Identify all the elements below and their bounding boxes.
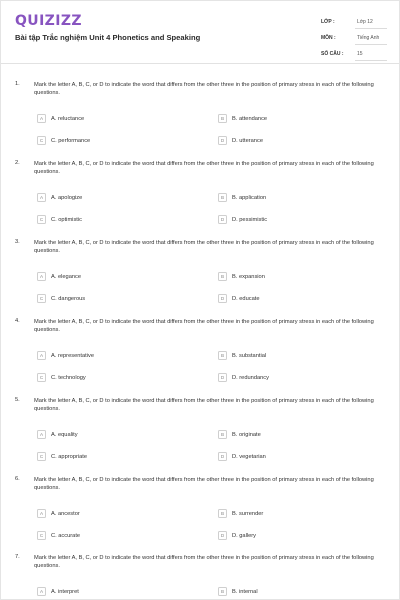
question-3 <box>1 239 400 311</box>
option-badge: B <box>218 114 227 123</box>
option-text: B. substantial <box>232 352 267 359</box>
option-badge: C <box>37 531 46 540</box>
option-badge: B <box>218 351 227 360</box>
option-text: B. application <box>232 194 267 201</box>
option-badge: A <box>37 351 46 360</box>
option-text: A. elegance <box>51 273 82 280</box>
option-text: A. apologize <box>51 194 83 201</box>
meta-class <box>321 15 387 29</box>
option-text: C. technology <box>51 374 86 381</box>
question-stem: Mark the letter A, B, C, or D to indicate the word that differs from the other three in the position of primary stress in each of the following questions. <box>34 555 374 570</box>
question-number: 3. <box>15 239 20 245</box>
option-text: D. vegetarian <box>232 453 266 460</box>
option-badge: A <box>37 509 46 518</box>
option-text: D. educate <box>232 295 260 302</box>
option-text: A. equality <box>51 431 78 438</box>
header-divider <box>1 63 399 64</box>
option-badge: A <box>37 114 46 123</box>
option-text: C. accurate <box>51 532 81 539</box>
option-badge: A <box>37 193 46 202</box>
option-text: B. attendance <box>232 115 268 122</box>
meta-subject-label: MÔN : <box>321 35 336 41</box>
option-text: B. internal <box>232 588 258 595</box>
meta-question-count <box>321 47 387 61</box>
option-text: D. pessimistic <box>232 216 268 223</box>
option-badge: C <box>37 373 46 382</box>
option-text: C. dangerous <box>51 295 86 302</box>
question-1 <box>1 81 400 153</box>
option-badge: C <box>37 136 46 145</box>
option-badge: D <box>218 136 227 145</box>
option-badge: D <box>218 215 227 224</box>
option-badge: C <box>37 294 46 303</box>
worksheet-title: Bài tập Trắc nghiệm Unit 4 Phonetics and Speaking <box>15 33 201 42</box>
option-badge: B <box>218 272 227 281</box>
question-6 <box>1 476 400 548</box>
option-text: C. appropriate <box>51 453 88 460</box>
meta-class-value: Lớp 12 <box>357 19 373 25</box>
option-badge: B <box>218 430 227 439</box>
question-stem: Mark the letter A, B, C, or D to indicate the word that differs from the other three in the position of primary stress in each of the following questions. <box>34 477 374 492</box>
question-stem: Mark the letter A, B, C, or D to indicate the word that differs from the other three in the position of primary stress in each of the following questions. <box>34 398 374 413</box>
question-stem: Mark the letter A, B, C, or D to indicate the word that differs from the other three in the position of primary stress in each of the following questions. <box>34 82 374 97</box>
meta-class-label: LỚP : <box>321 19 335 25</box>
option-text: C. performance <box>51 137 91 144</box>
option-text: D. gallery <box>232 532 257 539</box>
option-text: A. reluctance <box>51 115 85 122</box>
meta-subject <box>321 31 387 45</box>
question-number: 4. <box>15 318 20 324</box>
option-badge: D <box>218 452 227 461</box>
question-number: 5. <box>15 397 20 403</box>
question-2 <box>1 160 400 232</box>
option-text: D. redundancy <box>232 374 269 381</box>
option-badge: D <box>218 373 227 382</box>
option-text: B. surrender <box>232 510 264 517</box>
question-7 <box>1 554 400 600</box>
option-badge: A <box>37 430 46 439</box>
meta-subject-value: Tiếng Anh <box>357 35 380 41</box>
option-badge: C <box>37 452 46 461</box>
question-number: 6. <box>15 476 20 482</box>
question-number: 1. <box>15 81 20 87</box>
option-text: C. optimistic <box>51 216 82 223</box>
option-badge: A <box>37 272 46 281</box>
option-text: A. representative <box>51 352 94 359</box>
option-badge: C <box>37 215 46 224</box>
option-badge: B <box>218 193 227 202</box>
option-badge: B <box>218 509 227 518</box>
question-4 <box>1 318 400 390</box>
meta-count-label: SỐ CÂU : <box>321 51 344 57</box>
question-5 <box>1 397 400 469</box>
quizizz-logo: QUIZIZZ <box>15 13 82 29</box>
question-number: 7. <box>15 554 20 560</box>
meta-count-value: 15 <box>357 51 363 57</box>
option-text: A. interpret <box>51 588 79 595</box>
option-badge: D <box>218 531 227 540</box>
option-badge: B <box>218 587 227 596</box>
question-stem: Mark the letter A, B, C, or D to indicate the word that differs from the other three in the position of primary stress in each of the following questions. <box>34 161 374 176</box>
option-text: D. utterance <box>232 137 263 144</box>
option-text: B. originate <box>232 431 261 438</box>
question-number: 2. <box>15 160 20 166</box>
option-badge: A <box>37 587 46 596</box>
question-stem: Mark the letter A, B, C, or D to indicate the word that differs from the other three in the position of primary stress in each of the following questions. <box>34 240 374 255</box>
option-text: B. expansion <box>232 273 265 280</box>
question-stem: Mark the letter A, B, C, or D to indicate the word that differs from the other three in the position of primary stress in each of the following questions. <box>34 319 374 334</box>
option-text: A. ancestor <box>51 510 80 517</box>
option-badge: D <box>218 294 227 303</box>
